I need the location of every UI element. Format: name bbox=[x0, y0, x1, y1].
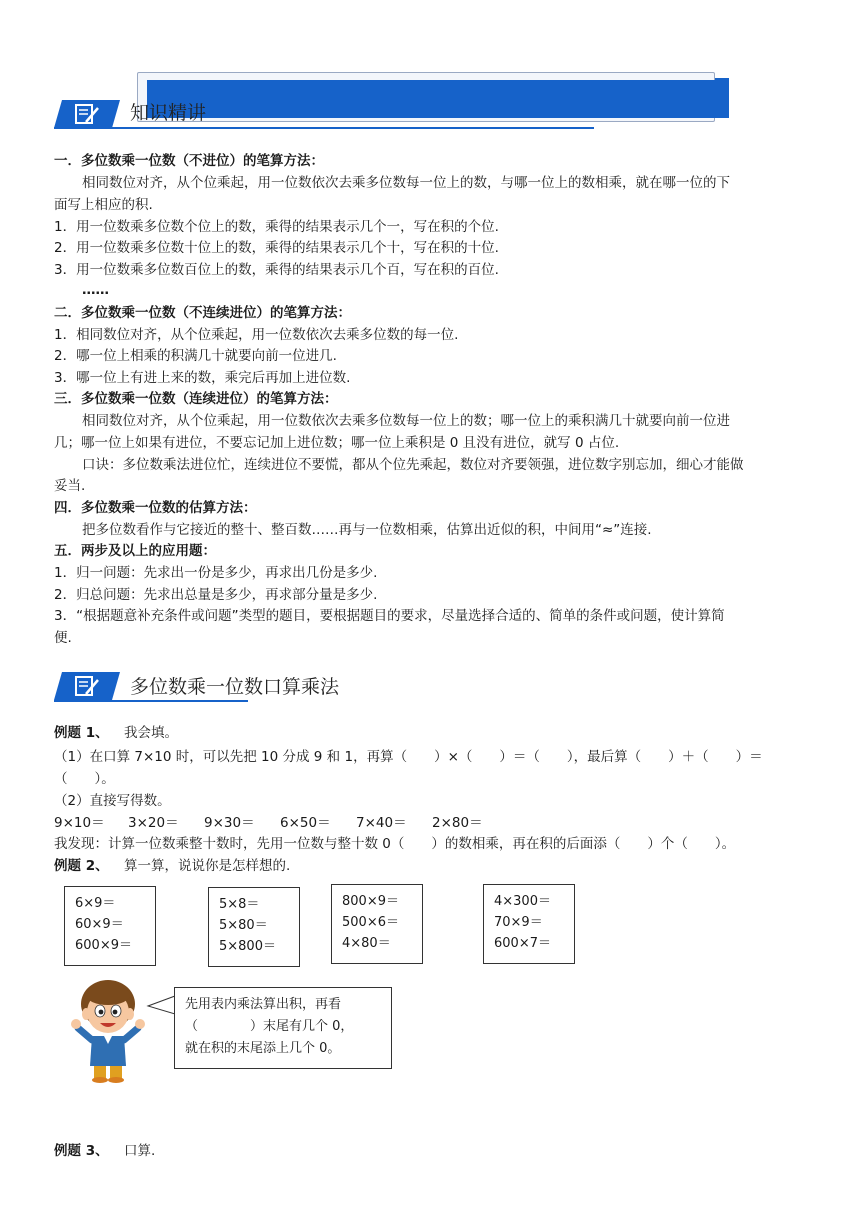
bubble-line: 就在积的末尾添上几个 0。 bbox=[185, 1041, 341, 1056]
calc-line: 6×9＝ bbox=[75, 896, 116, 911]
example-3-label: 例题 3、 bbox=[54, 1143, 109, 1159]
calc-line: 4×300＝ bbox=[494, 894, 551, 909]
question-1: （1）在口算 7×10 时，可以先把 10 分成 9 和 1，再算（ ）×（ ）＝（ ），最后算（ ）＋（ ）＝ bbox=[54, 749, 763, 765]
header-banner-fill bbox=[147, 80, 729, 118]
paragraph-1-cont: 面写上相应的积. bbox=[54, 197, 153, 213]
paragraph-4: 口诀：多位数乘法进位忙，连续进位不要慌，都从个位先乘起，数位对齐要领强，进位数字别忘加，细心才能做 bbox=[82, 457, 744, 473]
calc-item: 9×30＝ bbox=[204, 815, 255, 831]
calc-line: 800×9＝ bbox=[342, 894, 399, 909]
calc-box bbox=[331, 884, 423, 964]
bubble-line: （ ）末尾有几个 0， bbox=[185, 1019, 354, 1034]
list-item: 1．归一问题：先求出一份是多少，再求出几份是多少. bbox=[54, 565, 378, 581]
ellipsis: …… bbox=[82, 282, 109, 298]
section-title: 多位数乘一位数口算乘法 bbox=[130, 676, 340, 698]
header-underline bbox=[54, 700, 248, 702]
paragraph-5: 把多位数看作与它接近的整十、整百数……再与一位数相乘，估算出近似的积，中间用“≈”连接. bbox=[82, 522, 652, 538]
list-item: 1．相同数位对齐，从个位乘起，用一位数依次去乘多位数的每一位. bbox=[54, 327, 459, 343]
example-1-text: 我会填。 bbox=[124, 725, 178, 741]
calc-item: 6×50＝ bbox=[280, 815, 331, 831]
heading-1: 一．多位数乘一位数（不进位）的笔算方法： bbox=[54, 153, 324, 169]
list-item: 1．用一位数乘多位数个位上的数，乘得的结果表示几个一，写在积的个位. bbox=[54, 219, 499, 235]
paragraph-1: 相同数位对齐，从个位乘起，用一位数依次去乘多位数每一位上的数，与哪一位上的数相乘，就在哪一位的下 bbox=[82, 175, 730, 191]
calc-box bbox=[64, 886, 156, 966]
heading-3: 三．多位数乘一位数（连续进位）的笔算方法： bbox=[54, 391, 338, 407]
calc-line: 500×6＝ bbox=[342, 915, 399, 930]
calc-item: 3×20＝ bbox=[128, 815, 179, 831]
speech-bubble-tail bbox=[146, 990, 176, 1020]
bubble-line: 先用表内乘法算出积，再看 bbox=[185, 997, 342, 1012]
notebook-icon bbox=[52, 98, 122, 130]
cartoon-boy-icon bbox=[68, 978, 148, 1084]
calc-line: 60×9＝ bbox=[75, 917, 124, 932]
list-item: 2．用一位数乘多位数十位上的数，乘得的结果表示几个十，写在积的十位. bbox=[54, 240, 499, 256]
list-item: 3．“根据题意补充条件或问题”类型的题目，要根据题目的要求，尽量选择合适的、简单的条件或问题，使计算简 bbox=[54, 608, 725, 624]
example-3-text: 口算. bbox=[124, 1143, 156, 1159]
calc-item: 2×80＝ bbox=[432, 815, 483, 831]
list-item: 2．归总问题：先求出总量是多少，再求部分量是多少. bbox=[54, 587, 378, 603]
header-underline bbox=[54, 127, 594, 129]
heading-5: 五．两步及以上的应用题： bbox=[54, 543, 216, 559]
question-1-cont: （ ）。 bbox=[54, 771, 115, 787]
calc-box bbox=[483, 884, 575, 964]
calc-line: 4×80＝ bbox=[342, 936, 391, 951]
paragraph-3-cont: 几；哪一位上如果有进位，不要忘记加上进位数；哪一位上乘积是 0 且没有进位，就写 0 占位. bbox=[54, 435, 620, 451]
paragraph-3: 相同数位对齐，从个位乘起，用一位数依次去乘多位数每一位上的数；哪一位上的乘积满几十就要向前一位进 bbox=[82, 413, 730, 429]
example-2-text: 算一算，说说你是怎样想的. bbox=[124, 858, 291, 874]
heading-2: 二．多位数乘一位数（不连续进位）的笔算方法： bbox=[54, 305, 351, 321]
example-2-label: 例题 2、 bbox=[54, 858, 109, 874]
list-item-cont: 便. bbox=[54, 630, 72, 646]
calc-line: 5×8＝ bbox=[219, 897, 260, 912]
list-item: 3．哪一位上有进上来的数，乘完后再加上进位数. bbox=[54, 370, 351, 386]
question-2: （2）直接写得数。 bbox=[54, 793, 171, 809]
heading-4: 四．多位数乘一位数的估算方法： bbox=[54, 500, 257, 516]
discovery-text: 我发现：计算一位数乘整十数时，先用一位数与整十数 0（ ）的数相乘，再在积的后面添（ ）个（ ）。 bbox=[54, 836, 736, 852]
calc-item: 7×40＝ bbox=[356, 815, 407, 831]
paragraph-4-cont: 妥当. bbox=[54, 478, 86, 494]
list-item: 2．哪一位上相乘的积满几十就要向前一位进几. bbox=[54, 348, 337, 364]
calc-line: 600×9＝ bbox=[75, 938, 132, 953]
list-item: 3．用一位数乘多位数百位上的数，乘得的结果表示几个百，写在积的百位. bbox=[54, 262, 499, 278]
speech-bubble bbox=[174, 987, 392, 1069]
calc-item: 9×10＝ bbox=[54, 815, 105, 831]
calc-line: 600×7＝ bbox=[494, 936, 551, 951]
section-title: 知识精讲 bbox=[130, 102, 207, 124]
calc-line: 5×800＝ bbox=[219, 939, 276, 954]
calc-line: 70×9＝ bbox=[494, 915, 543, 930]
calc-line: 5×80＝ bbox=[219, 918, 268, 933]
example-1-label: 例题 1、 bbox=[54, 725, 109, 741]
notebook-icon bbox=[52, 670, 122, 702]
calc-box bbox=[208, 887, 300, 967]
